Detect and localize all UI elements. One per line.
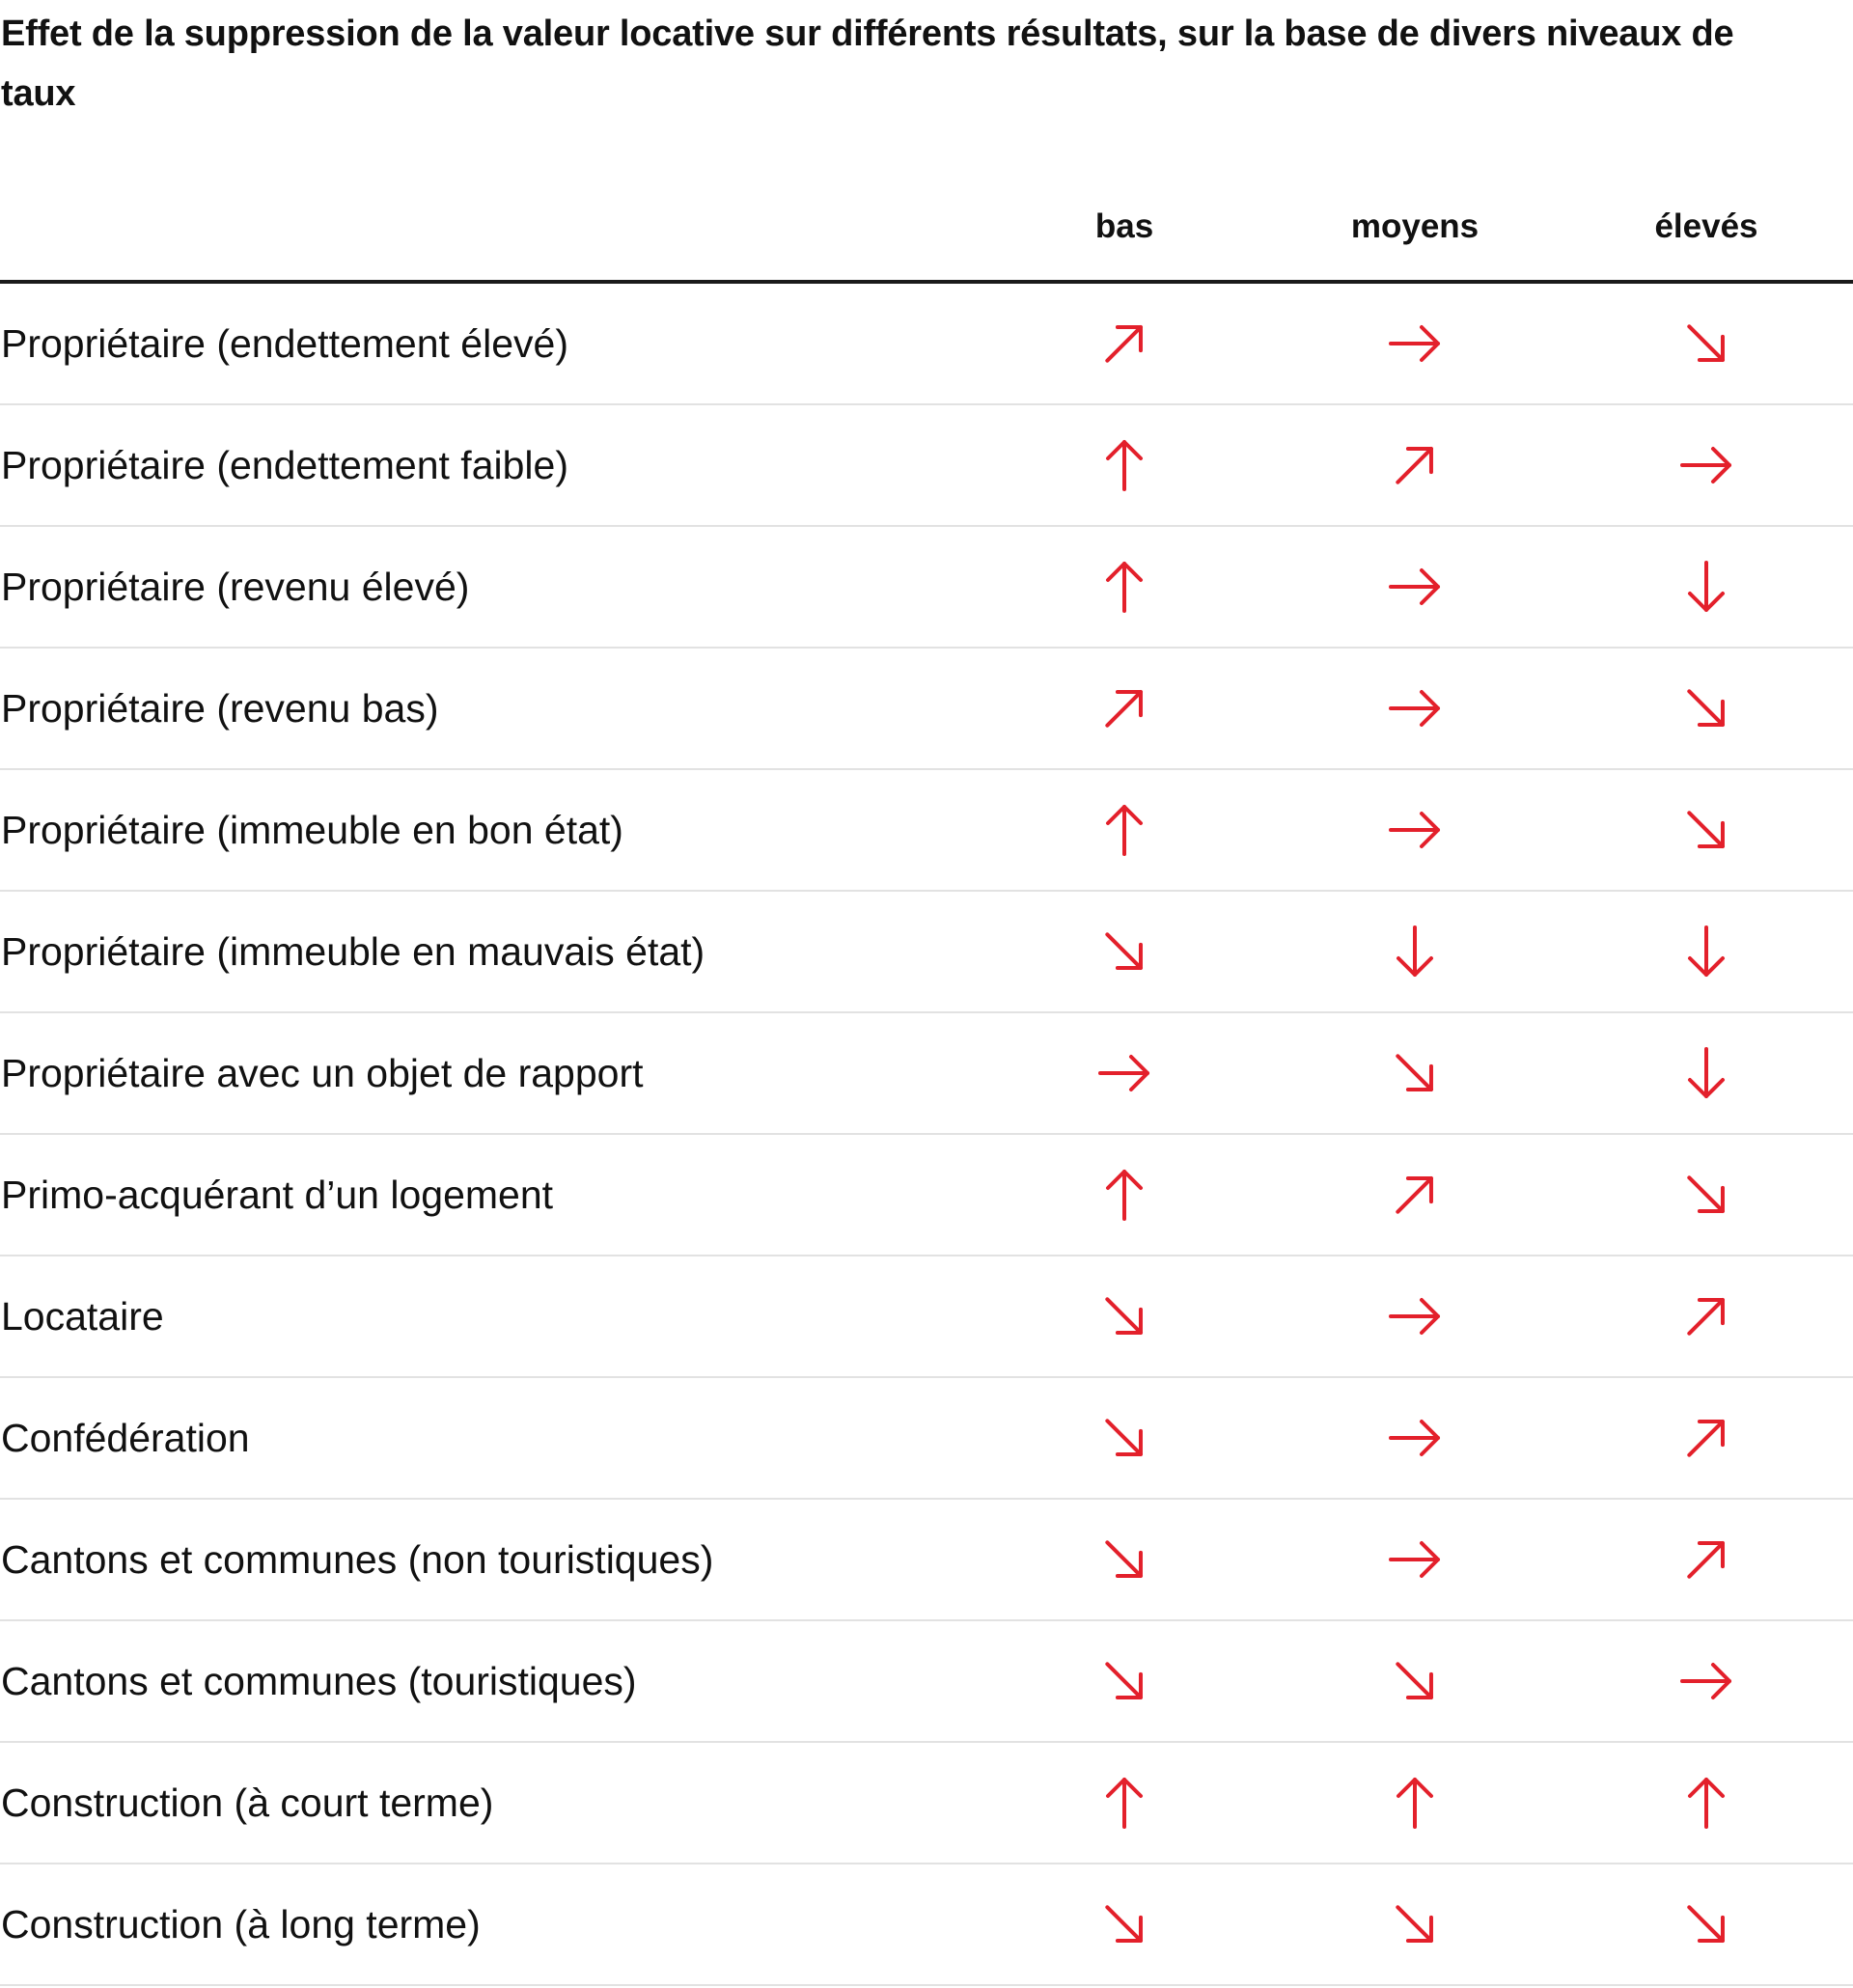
arrow-up-right-icon <box>1680 1290 1732 1342</box>
cell-moyens <box>1357 1864 1473 1984</box>
column-header-bas: bas <box>1094 207 1154 245</box>
table-row <box>0 1256 1853 1378</box>
arrow-down-right-icon <box>1680 318 1732 370</box>
arrow-right-icon <box>1098 1047 1150 1099</box>
cell-eleves <box>1648 1500 1764 1619</box>
arrow-right-icon <box>1680 1655 1732 1707</box>
table-row <box>0 284 1853 405</box>
cell-eleves <box>1648 1378 1764 1498</box>
row-label: Propriétaire avec un objet de rapport <box>1 1051 644 1095</box>
row-label: Propriétaire (immeuble en bon état) <box>1 808 623 852</box>
row-label: Cantons et communes (non touristiques) <box>1 1537 714 1582</box>
cell-moyens <box>1357 1500 1473 1619</box>
arrow-down-icon <box>1389 925 1441 978</box>
table-body <box>0 284 1853 1986</box>
row-label: Construction (à long terme) <box>1 1902 481 1947</box>
arrow-right-icon <box>1389 1412 1441 1464</box>
arrow-right-icon <box>1389 804 1441 856</box>
row-label: Propriétaire (revenu bas) <box>1 686 439 731</box>
cell-bas <box>1066 1743 1182 1863</box>
cell-eleves <box>1648 405 1764 525</box>
cell-moyens <box>1357 284 1473 403</box>
table-row <box>0 1378 1853 1500</box>
row-label: Construction (à court terme) <box>1 1781 494 1825</box>
cell-bas <box>1066 1864 1182 1984</box>
page-title: Effet de la suppression de la valeur locative sur différents résultats, sur la base de divers niveaux de taux <box>1 14 1734 114</box>
arrow-down-right-icon <box>1098 1412 1150 1464</box>
table-row <box>0 1500 1853 1621</box>
cell-eleves <box>1648 284 1764 403</box>
table-row <box>0 1135 1853 1256</box>
cell-moyens <box>1357 1743 1473 1863</box>
arrow-up-icon <box>1098 804 1150 856</box>
table-row <box>0 892 1853 1013</box>
row-label: Primo-acquérant d’un logement <box>1 1173 554 1217</box>
arrow-down-right-icon <box>1098 1655 1150 1707</box>
cell-moyens <box>1357 527 1473 647</box>
column-header-moyens: moyens <box>1350 207 1480 245</box>
cell-bas <box>1066 527 1182 647</box>
cell-moyens <box>1357 1621 1473 1741</box>
arrow-down-right-icon <box>1680 1169 1732 1221</box>
row-label: Propriétaire (endettement faible) <box>1 443 568 487</box>
arrow-right-icon <box>1389 1290 1441 1342</box>
arrow-down-right-icon <box>1389 1047 1441 1099</box>
arrow-down-right-icon <box>1098 925 1150 978</box>
arrow-down-right-icon <box>1680 682 1732 734</box>
arrow-down-right-icon <box>1098 1533 1150 1586</box>
arrow-right-icon <box>1389 1533 1441 1586</box>
cell-eleves <box>1648 1256 1764 1376</box>
arrow-up-icon <box>1098 1169 1150 1221</box>
arrow-down-right-icon <box>1389 1655 1441 1707</box>
cell-bas <box>1066 1135 1182 1255</box>
row-label: Confédération <box>1 1416 250 1460</box>
table-header <box>0 193 1853 261</box>
arrow-right-icon <box>1389 682 1441 734</box>
cell-eleves <box>1648 1743 1764 1863</box>
table-row <box>0 770 1853 892</box>
row-label: Cantons et communes (touristiques) <box>1 1659 637 1703</box>
arrow-down-right-icon <box>1389 1898 1441 1950</box>
arrow-up-right-icon <box>1098 682 1150 734</box>
cell-bas <box>1066 1256 1182 1376</box>
cell-moyens <box>1357 1135 1473 1255</box>
arrow-up-right-icon <box>1389 1169 1441 1221</box>
row-label: Propriétaire (endettement élevé) <box>1 321 568 366</box>
cell-bas <box>1066 284 1182 403</box>
arrow-down-right-icon <box>1680 804 1732 856</box>
cell-moyens <box>1357 1013 1473 1133</box>
cell-moyens <box>1357 1378 1473 1498</box>
row-label: Propriétaire (immeuble en mauvais état) <box>1 929 705 974</box>
arrow-right-icon <box>1680 439 1732 491</box>
arrow-down-icon <box>1680 1047 1732 1099</box>
cell-bas <box>1066 770 1182 890</box>
cell-moyens <box>1357 892 1473 1011</box>
arrow-down-icon <box>1680 561 1732 613</box>
arrow-up-icon <box>1098 439 1150 491</box>
cell-bas <box>1066 405 1182 525</box>
row-label: Locataire <box>1 1294 164 1339</box>
cell-moyens <box>1357 405 1473 525</box>
arrow-up-icon <box>1680 1777 1732 1829</box>
row-label: Propriétaire (revenu élevé) <box>1 565 470 609</box>
arrow-down-right-icon <box>1098 1898 1150 1950</box>
table-row <box>0 1743 1853 1864</box>
table-row <box>0 527 1853 649</box>
cell-eleves <box>1648 770 1764 890</box>
cell-eleves <box>1648 1621 1764 1741</box>
arrow-up-right-icon <box>1389 439 1441 491</box>
cell-moyens <box>1357 770 1473 890</box>
cell-eleves <box>1648 649 1764 768</box>
table-row <box>0 1013 1853 1135</box>
arrow-up-icon <box>1098 561 1150 613</box>
cell-bas <box>1066 1621 1182 1741</box>
cell-eleves <box>1648 1864 1764 1984</box>
arrow-up-right-icon <box>1680 1533 1732 1586</box>
cell-bas <box>1066 1013 1182 1133</box>
table-row <box>0 649 1853 770</box>
cell-moyens <box>1357 649 1473 768</box>
table-row <box>0 405 1853 527</box>
arrow-up-right-icon <box>1098 318 1150 370</box>
cell-bas <box>1066 1500 1182 1619</box>
cell-bas <box>1066 892 1182 1011</box>
cell-bas <box>1066 649 1182 768</box>
cell-eleves <box>1648 1135 1764 1255</box>
arrow-down-right-icon <box>1680 1898 1732 1950</box>
arrow-down-icon <box>1680 925 1732 978</box>
arrow-up-right-icon <box>1680 1412 1732 1464</box>
table-row <box>0 1864 1853 1986</box>
arrow-up-icon <box>1389 1777 1441 1829</box>
cell-eleves <box>1648 892 1764 1011</box>
arrow-right-icon <box>1389 318 1441 370</box>
arrow-right-icon <box>1389 561 1441 613</box>
cell-eleves <box>1648 1013 1764 1133</box>
column-header-eleves: élevés <box>1654 207 1758 245</box>
table-row <box>0 1621 1853 1743</box>
arrow-up-icon <box>1098 1777 1150 1829</box>
cell-moyens <box>1357 1256 1473 1376</box>
cell-bas <box>1066 1378 1182 1498</box>
arrow-down-right-icon <box>1098 1290 1150 1342</box>
cell-eleves <box>1648 527 1764 647</box>
